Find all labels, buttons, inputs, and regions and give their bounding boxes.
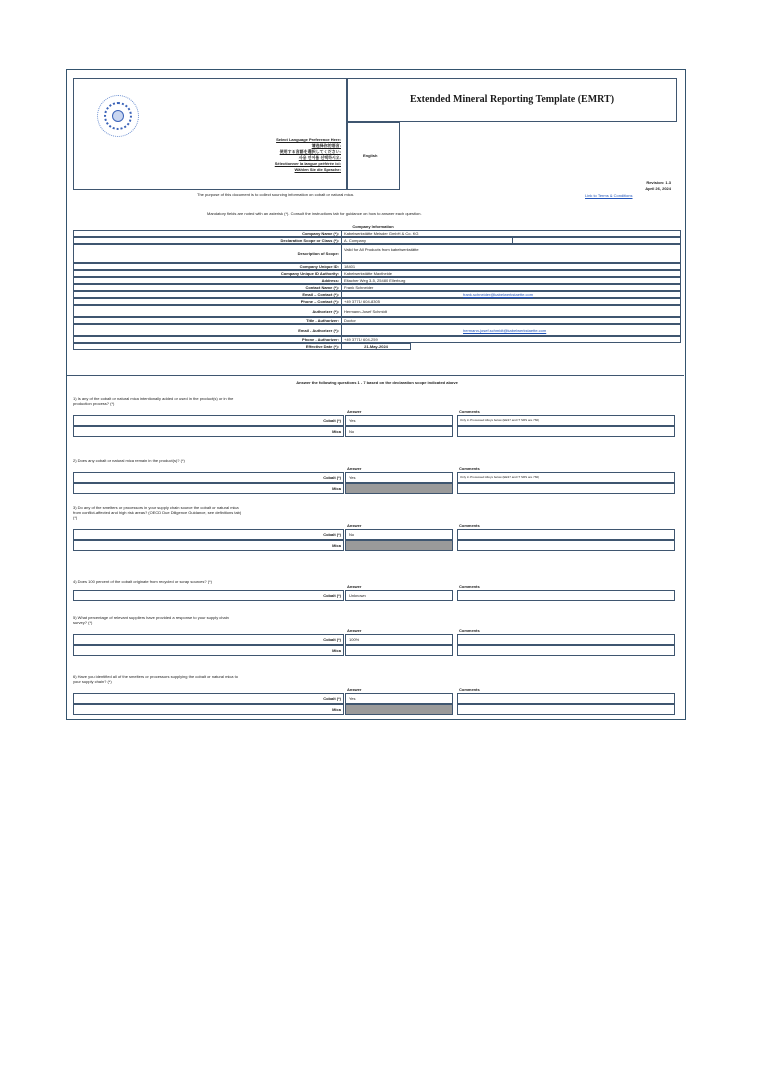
company-field-label: Declaration Scope or Class (*): [280, 238, 339, 243]
company-field-label: Email – Contact (*): [302, 292, 339, 297]
answer-select [345, 704, 453, 715]
company-field-value[interactable]: Hermann-Josef Schmidt [344, 308, 387, 314]
company-field-input[interactable] [341, 237, 681, 244]
comment-input[interactable] [457, 704, 675, 715]
company-field-label: Email - Authorizer (*): [298, 327, 339, 333]
revision: Revision: 1.3 [646, 180, 671, 185]
answer-select[interactable] [345, 529, 453, 540]
answer-header: Answer [347, 628, 362, 633]
company-field-label: Phone - Authorizer: [302, 337, 339, 342]
company-field-label: Company Unique ID: [299, 264, 339, 269]
comments-header: Comments [459, 523, 480, 528]
language-prompt: Sélectionner la langue préférée ici: [274, 161, 341, 166]
answer-header: Answer [347, 466, 362, 471]
company-field-value[interactable]: Eltacher Weg 3-5, 25480 Ellerburg [344, 278, 406, 283]
row-label: Mica [332, 648, 341, 653]
answer-value[interactable]: No [349, 429, 355, 434]
question-text: 5) What percentage of relevant suppliers have provided a response to your supply chain [73, 615, 229, 620]
rmi-logo [97, 95, 139, 137]
question-text: production process? (*) [73, 401, 115, 406]
company-field-label: Authorizer (*): [312, 308, 339, 314]
company-field-label: Description of Scope: [297, 251, 339, 256]
question-text: 1) Is any of the cobalt or natural mica intentionally added or used in the product(s) or in the [73, 396, 234, 401]
answer-select[interactable] [345, 426, 453, 437]
company-field-value[interactable]: Kabelwerkstätte Maxtheide [344, 271, 393, 276]
company-field-label: Contact Name (*): [305, 285, 339, 290]
company-field-value[interactable]: hermann-josef.schmidt@kabelwerkstaette.com [463, 327, 547, 333]
comment-input[interactable] [457, 540, 675, 551]
answer-select [345, 540, 453, 551]
comment-value[interactable]: Only in Processed Alloys below (EE37 and IT SRS are 760) [460, 475, 540, 479]
answer-value[interactable]: No [349, 532, 355, 537]
company-field-input[interactable] [341, 298, 681, 305]
company-field-value[interactable]: Frank Schneider [344, 285, 374, 290]
company-field-label: Phone – Contact (*): [300, 299, 339, 304]
question-text: 2) Does any cobalt or natural mica remain in the product(s)? (*) [73, 458, 185, 463]
answer-select[interactable] [345, 634, 453, 645]
answer-select[interactable] [345, 472, 453, 483]
company-field-input[interactable] [341, 317, 681, 324]
row-label: Cobalt (*) [323, 593, 341, 598]
comment-input[interactable] [457, 590, 675, 601]
question-text: 4) Does 100 percent of the cobalt originate from recycled or scrap sources? (*) [73, 579, 212, 584]
emrt-sheet [66, 69, 686, 720]
answer-select[interactable] [345, 415, 453, 426]
page-title: Extended Mineral Reporting Template (EMRT) [409, 94, 615, 105]
company-field-value[interactable]: 18401 [344, 264, 356, 269]
company-field-value[interactable]: Valid for All Products from kabelwerkstätte [344, 247, 419, 252]
company-field-input[interactable] [341, 284, 681, 291]
company-field-value[interactable]: Doctor [344, 318, 356, 323]
comment-value[interactable]: Only in Processed Alloys below (EE37 and IT SRS are 760) [460, 418, 540, 422]
company-section-title: Company Information [352, 224, 394, 229]
company-field-value[interactable]: +49 3771/ 604-8305 [344, 299, 380, 304]
question-text: 3) Do any of the smelters or processors in your supply chain source the cobalt or natural mica [73, 505, 239, 510]
row-label: Mica [332, 429, 341, 434]
comments-header: Comments [459, 409, 480, 414]
language-prompt: 사용 언어를 선택하시오: [298, 155, 341, 160]
question-text: your supply chain? (*) [73, 679, 112, 684]
language-prompt: 请选择你的语言: [311, 143, 341, 148]
answer-select [345, 483, 453, 494]
company-field-value[interactable]: A. Company [344, 238, 367, 243]
answer-value[interactable]: Yes [349, 475, 356, 480]
company-field-value[interactable]: +49 3771/ 604-259 [344, 337, 378, 342]
revision-date: April 26, 2024 [645, 186, 671, 191]
company-field-label: Title - Authorizer: [306, 318, 339, 323]
answer-header: Answer [347, 687, 362, 692]
purpose-text: The purpose of this document is to collect sourcing information on cobalt or natural mica. [197, 192, 354, 197]
question-text: from conflict-affected and high risk areas? (OECD Due Diligence Guidance, see definitions tab) [73, 510, 242, 515]
row-label: Mica [332, 486, 341, 491]
row-label: Mica [332, 543, 341, 548]
scope-divider [512, 237, 513, 244]
question-text: (*) [73, 515, 78, 520]
answer-header: Answer [347, 523, 362, 528]
row-label: Mica [332, 707, 341, 712]
row-label: Cobalt (*) [323, 418, 341, 423]
company-field-input[interactable] [341, 263, 681, 270]
comments-header: Comments [459, 687, 480, 692]
comment-input[interactable] [457, 483, 675, 494]
company-field-input[interactable] [341, 336, 681, 343]
comment-input[interactable] [457, 645, 675, 656]
comments-header: Comments [459, 466, 480, 471]
row-label: Cobalt (*) [323, 475, 341, 480]
row-label: Cobalt (*) [323, 637, 341, 642]
comment-input[interactable] [457, 693, 675, 704]
language-prompt: Wählen Sie die Sprache: [294, 167, 341, 172]
comments-header: Comments [459, 584, 480, 589]
company-field-label: Effective Date (*): [305, 344, 339, 349]
company-field-label: Address: [321, 278, 339, 283]
row-label: Cobalt (*) [323, 532, 341, 537]
language-prompt: Select Language Preference Here: [276, 137, 341, 142]
comment-input[interactable] [457, 529, 675, 540]
terms-link[interactable]: Link to Terms & Conditions [585, 193, 633, 198]
comment-input[interactable] [457, 634, 675, 645]
company-field-label: Company Name (*): [302, 231, 339, 236]
answer-value[interactable]: Yes [349, 418, 356, 423]
answer-value[interactable]: Yes [349, 696, 356, 701]
comments-header: Comments [459, 628, 480, 633]
answer-header: Answer [347, 409, 362, 414]
company-field-label: Company Unique ID Authority: [280, 271, 339, 276]
question-text: 6) Have you identified all of the smelters or processors supplying the cobalt or natural mica to [73, 674, 238, 679]
language-select[interactable]: English [363, 153, 378, 158]
questions-intro: Answer the following questions 1 - 7 based on the declaration scope indicated above [296, 380, 458, 385]
question-text: survey? (*) [73, 620, 93, 625]
row-label: Cobalt (*) [323, 696, 341, 701]
company-field-value[interactable]: frank.schneider@kabelwerkstaette.com [463, 292, 534, 297]
company-field-value[interactable]: 21-May-2024 [364, 344, 388, 349]
company-field-value[interactable]: Kabelwerkstätte Meisder GmbH & Co. KG [344, 231, 419, 236]
company-field-input[interactable] [341, 305, 681, 317]
comment-input[interactable] [457, 426, 675, 437]
answer-value[interactable]: 100% [349, 637, 360, 642]
section-divider [67, 375, 684, 376]
mandatory-note: Mandatory fields are noted with an asterisk (*). Consult the instructions tab for guidance on how to answer each question. [207, 211, 422, 216]
answer-header: Answer [347, 584, 362, 589]
answer-select[interactable] [345, 693, 453, 704]
answer-value[interactable]: Unknown [349, 593, 366, 598]
language-prompt: 使用する言語を選択してください: [279, 149, 341, 154]
answer-select[interactable] [345, 645, 453, 656]
